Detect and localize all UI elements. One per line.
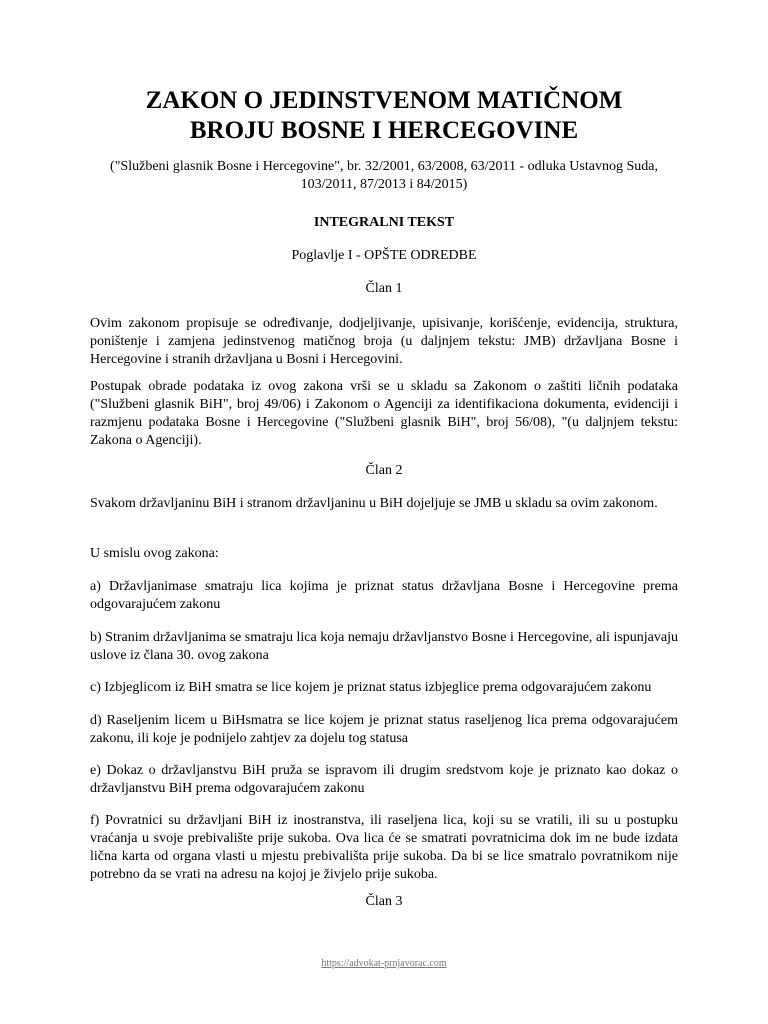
article-1-paragraph-2: Postupak obrade podataka iz ovog zakona vrši se u skladu sa Zakonom o zaštiti ličnih podataka ("Službeni glasnik BiH", broj 49/06) i Zakonom o Agenciji za identifikaciona dokumenta, evidenciji i razmjenu podataka Bosne i Hercegovine ("Službeni glasnik BiH", broj 56/08), "(u daljnjem tekstu: Zakona o Agenciji).: [90, 379, 678, 448]
article-2-item-d: d) Raseljenim licem u BiHsmatra se lice kojem je priznat status raseljenog lica prema odgovarajućem zakonu, ili koje je podnijelo zahtjev za dojelu tog statusa: [90, 713, 678, 746]
article-2-item-c: c) Izbjeglicom iz BiH smatra se lice kojem je priznat status izbjeglice prema odgovarajućem zakonu: [90, 680, 652, 695]
title-line-2: BROJU BOSNE I HERCEGOVINE: [189, 117, 579, 144]
footer-link[interactable]: https://advokat-prnjavorac.com: [321, 958, 447, 969]
document-title: [90, 86, 678, 146]
title-line-1: ZAKON O JEDINSTVENOM MATIČNOM: [145, 87, 623, 114]
article-2-paragraph-1: Svakom državljaninu BiH i stranom državljaninu u BiH dojeljuje se JMB u skladu sa ovim zakonom.: [90, 496, 658, 511]
article-2-item-b: b) Stranim državljanima se smatraju lica koja nemaju državljanstvo Bosne i Hercegovine, ali ispunjavaju uslove iz člana 30. ovog zakona: [90, 630, 678, 663]
article-1-paragraph-1: Ovim zakonom propisuje se određivanje, dodjeljivanje, upisivanje, korišćenje, evidencija, struktura, poništenje i zamjena jedinstvenog matičnog broja (u daljnjem tekstu: JMB) državljana Bosne i Hercegovine i stranih državljana u Bosni i Hercegovini.: [90, 316, 678, 367]
article-1-heading: Član 1: [365, 281, 403, 296]
article-3-heading: Član 3: [365, 894, 403, 909]
document-page: [90, 0, 678, 1024]
article-2-heading: Član 2: [365, 463, 403, 478]
chapter-heading: Poglavlje I - OPŠTE ODREDBE: [291, 248, 477, 263]
gazette-reference: ("Službeni glasnik Bosne i Hercegovine", br. 32/2001, 63/2008, 63/2011 - odluka Ustavnog Suda, 103/2011, 87/2013 i 84/2015): [110, 159, 658, 192]
article-2-item-f: f) Povratnici su državljani BiH iz inostranstva, ili raseljena lica, koji su se vratili, ili su u postupku vraćanja u svoje prebivalište prije sukoba. Ova lica će se smatrati povratnicima dok im ne bude izdata lična karta od organa vlasti u mjestu prebivališta prije sukoba. Da bi se lice smatralo povratnikom nije potrebno da se vrati na adresu na kojoj je živjelo prije sukoba.: [90, 813, 678, 882]
integral-text-heading: INTEGRALNI TEKST: [313, 215, 455, 230]
article-2-item-a: a) Državljanimase smatraju lica kojima je priznat status državljana Bosne i Hercegovine prema odgovarajućem zakonu: [90, 579, 678, 612]
article-2-paragraph-2: U smislu ovog zakona:: [90, 546, 219, 561]
article-2-item-e: e) Dokaz o državljanstvu BiH pruža se ispravom ili drugim sredstvom koje je priznato kao dokaz o državljanstvu BiH prema odgovarajućem zakonu: [90, 763, 678, 796]
